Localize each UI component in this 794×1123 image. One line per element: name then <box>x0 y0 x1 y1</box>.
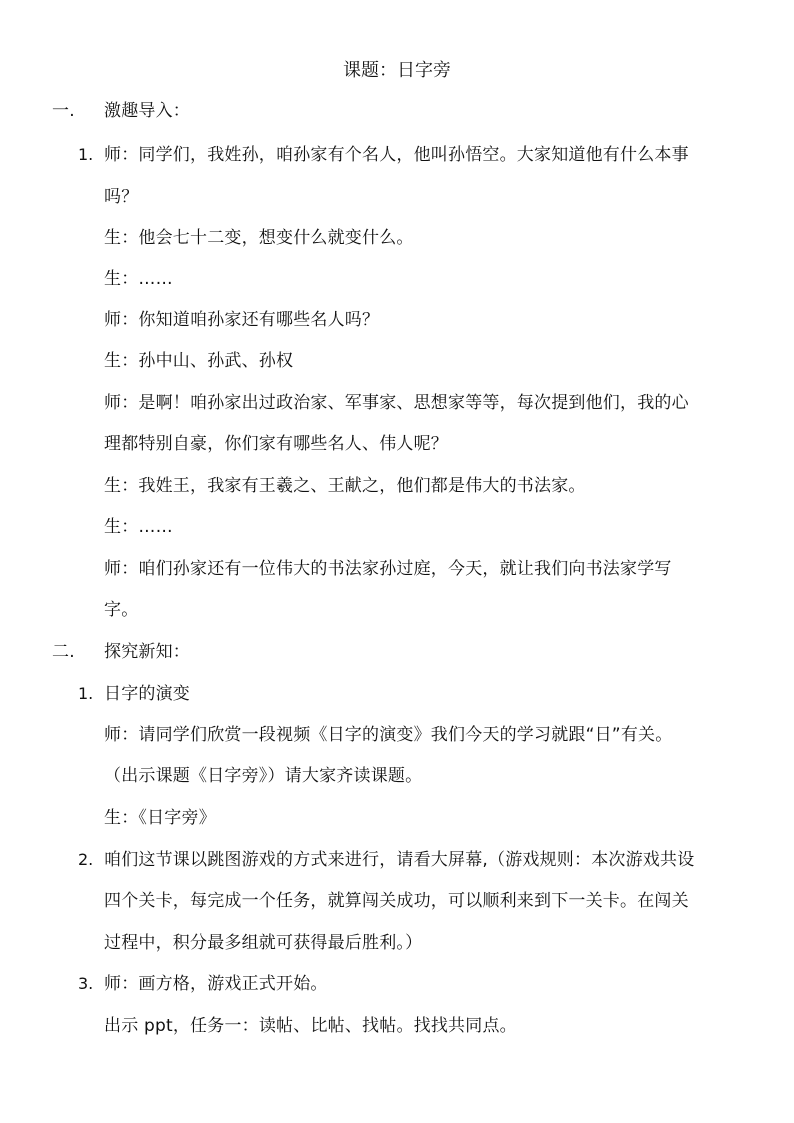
paragraph-line: 生：《日字旁》 <box>104 808 216 828</box>
paragraph-line: 师：同学们，我姓孙，咱孙家有个名人，他叫孙悟空。大家知道他有什么本事 <box>104 145 689 165</box>
paragraph-line: 生：…… <box>104 517 173 537</box>
paragraph-line: 出示 ppt，任务一：读帖、比帖、找帖。找找共同点。 <box>104 1016 517 1036</box>
paragraph-line: 生：我姓王，我家有王羲之、王献之，他们都是伟大的书法家。 <box>104 476 586 496</box>
paragraph-line: 生：孙中山、孙武、孙权 <box>104 351 294 371</box>
section-2-item-1-number: 1. <box>78 684 94 703</box>
section-1-item-1-number: 1. <box>78 145 94 164</box>
section-2-item-3-number: 3. <box>78 974 94 993</box>
paragraph-line: 日字的演变 <box>104 684 190 704</box>
paragraph-line: 师：咱们孙家还有一位伟大的书法家孙过庭，今天，就让我们向书法家学写 <box>104 559 672 579</box>
paragraph-line: 理都特别自豪，你们家有哪些名人、伟人呢？ <box>104 434 448 454</box>
paragraph-line: 字。 <box>104 600 139 620</box>
section-1-marker: 一. <box>52 101 75 121</box>
paragraph-line: 师：请同学们欣赏一段视频《日字的演变》我们今天的学习就跟“日”有关。 <box>104 725 673 745</box>
paragraph-line: 师：是啊！咱孙家出过政治家、军事家、思想家等等，每次提到他们，我的心 <box>104 393 689 413</box>
paragraph-line: 生：…… <box>104 269 173 289</box>
section-2-marker: 二. <box>52 642 75 662</box>
paragraph-line: 过程中，积分最多组就可获得最后胜利。） <box>104 933 423 953</box>
paragraph-line: 吗？ <box>104 187 139 207</box>
document-title: 课题：日字旁 <box>343 60 451 81</box>
paragraph-line: 咱们这节课以跳图游戏的方式来进行，请看大屏幕,（游戏规则：本次游戏共设 <box>104 850 695 870</box>
paragraph-line: （出示课题《日字旁》）请大家齐读课题。 <box>104 766 423 786</box>
section-2-heading: 探究新知： <box>104 642 190 662</box>
paragraph-line: 师：你知道咱孙家还有哪些名人吗？ <box>104 310 380 330</box>
section-1-heading: 激趣导入： <box>104 101 190 121</box>
paragraph-line: 生：他会七十二变，想变什么就变什么。 <box>104 228 414 248</box>
paragraph-line: 师：画方格，游戏正式开始。 <box>104 974 328 994</box>
section-2-item-2-number: 2. <box>78 850 94 869</box>
paragraph-line: 四个关卡，每完成一个任务，就算闯关成功，可以顺利来到下一关卡。在闯关 <box>104 891 689 911</box>
